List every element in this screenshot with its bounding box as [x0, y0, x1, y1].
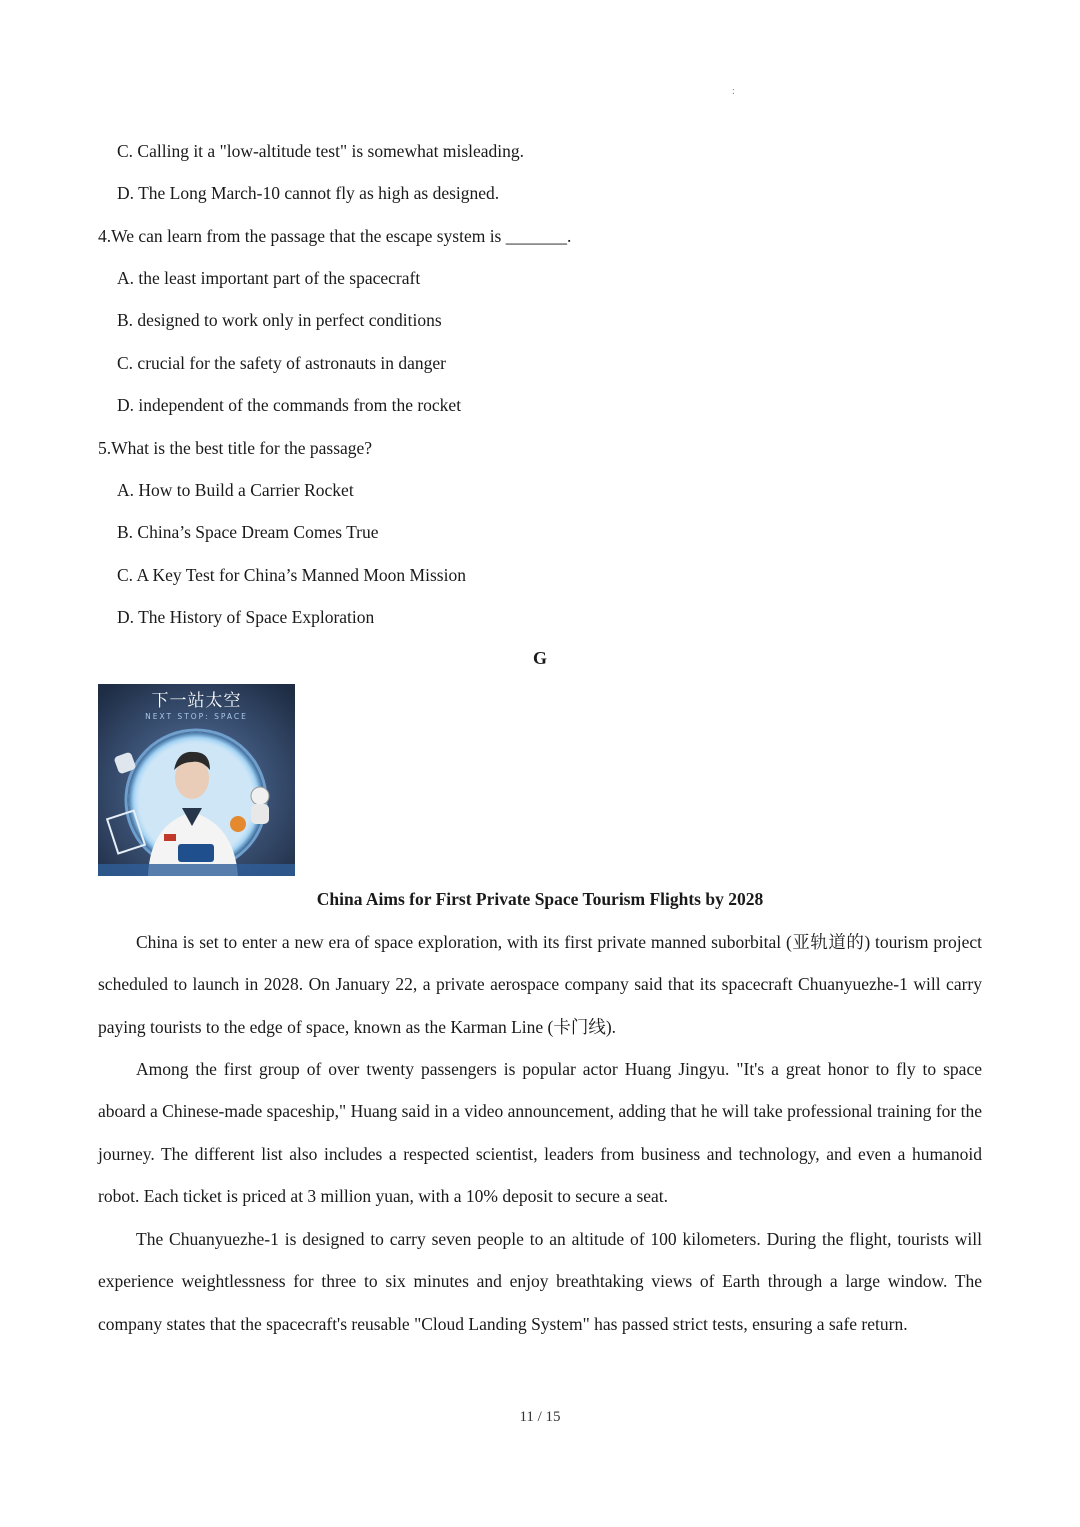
q5-stem: 5.What is the best title for the passage? — [98, 438, 373, 458]
article-paragraph-1: China is set to enter a new era of space exploration, with its first private manned suborbital (亚轨道的) tourism project scheduled to launch in 2028. On January 22, a private aerospace company said that its spacecraft Chuanyuezhe-1 will carry paying tourists to the edge of space, known as the Karman Line (卡门线). — [98, 932, 982, 1037]
q3-option-d: D. The Long March-10 cannot fly as high as designed. — [117, 183, 500, 203]
planet-icon — [230, 816, 246, 832]
q5-option-d: D. The History of Space Exploration — [117, 607, 375, 627]
q3-option-c: C. Calling it a "low-altitude test" is somewhat misleading. — [117, 141, 525, 161]
article-paragraph-2: Among the first group of over twenty passengers is popular actor Huang Jingyu. "It's a great honor to fly to space aboard a Chinese-made spaceship," Huang said in a video announcement, adding that he will take professional training for the journey. The different list also includes a respected scientist, leaders from business and technology, and even a humanoid robot. Each ticket is priced at 3 million yuan, with a 10% deposit to secure a seat. — [98, 1059, 982, 1207]
q4-stem: 4.We can learn from the passage that the escape system is _______. — [98, 226, 572, 246]
astronaut-figure-helmet — [251, 787, 269, 805]
suit-patch — [164, 834, 176, 841]
section-letter: G — [532, 648, 547, 668]
q4-option-c: C. crucial for the safety of astronauts in danger — [117, 353, 446, 373]
page-number: 11 / 15 — [519, 1409, 561, 1425]
astronaut-figure-body — [251, 804, 269, 824]
console-device — [178, 844, 214, 862]
poster-title-cn: 下一站太空 — [151, 691, 242, 711]
poster-image — [98, 684, 295, 876]
poster-bottom-band — [98, 864, 295, 876]
q5-option-a: A. How to Build a Carrier Rocket — [117, 480, 354, 500]
q4-option-b: B. designed to work only in perfect conditions — [117, 310, 442, 330]
q5-option-c: C. A Key Test for China’s Manned Moon Mission — [117, 565, 466, 585]
q4-option-a: A. the least important part of the spacecraft — [117, 268, 421, 288]
q4-option-d: D. independent of the commands from the rocket — [117, 395, 462, 415]
q5-option-b: B. China’s Space Dream Comes True — [117, 522, 379, 542]
corner-mark: : — [732, 86, 735, 97]
article-paragraph-3: The Chuanyuezhe-1 is designed to carry seven people to an altitude of 100 kilometers. During the flight, tourists will experience weightlessness for three to six minutes and enjoy breathtaking views of Earth through a large window. The company states that the spacecraft's reusable "Cloud Landing System" has passed strict tests, ensuring a safe return. — [98, 1229, 982, 1334]
poster-subtitle-en: NEXT STOP: SPACE — [145, 712, 248, 721]
article-title: China Aims for First Private Space Tourism Flights by 2028 — [316, 889, 764, 909]
